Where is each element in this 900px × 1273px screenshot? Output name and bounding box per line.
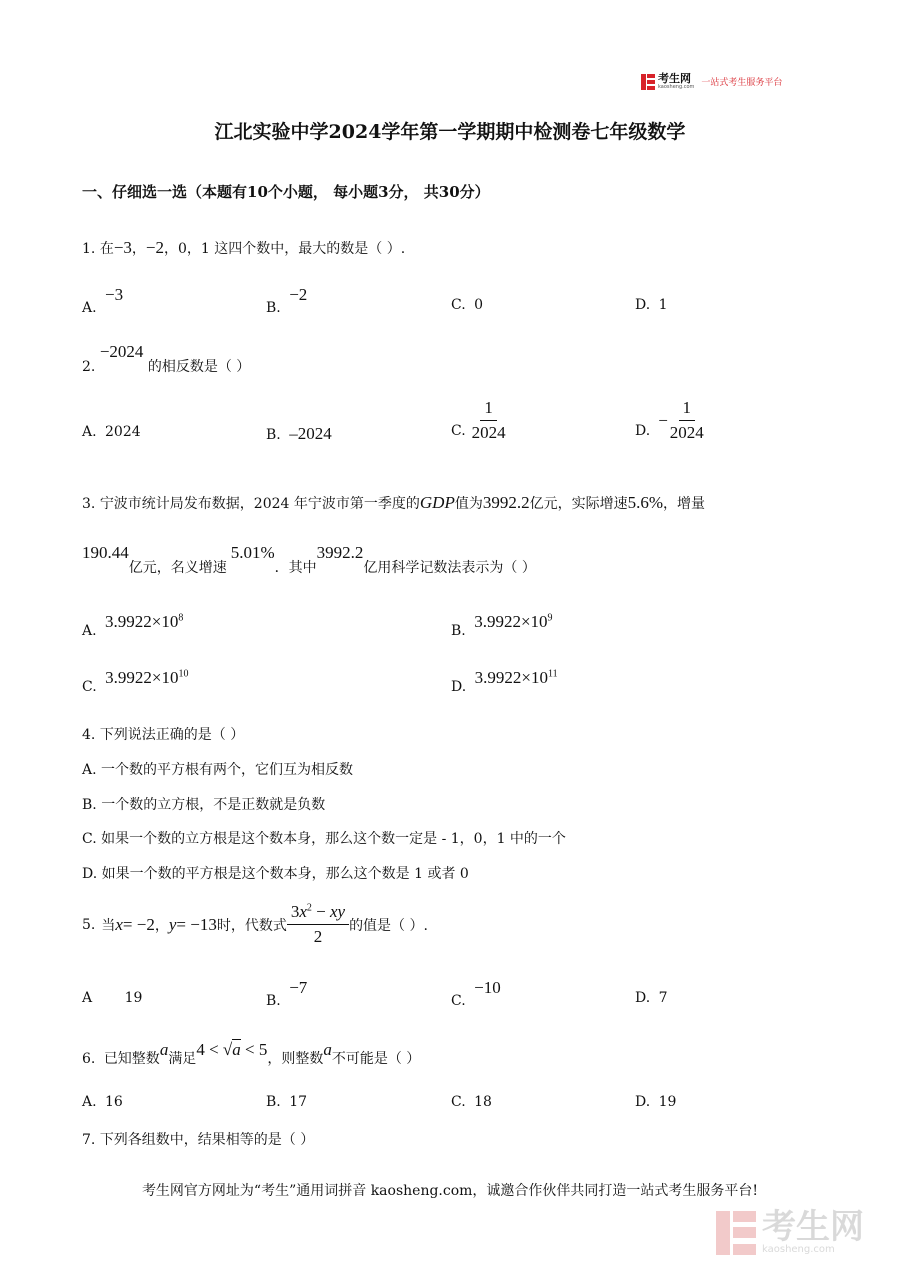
option-value: –2024 [289, 424, 332, 443]
option-label: B. [266, 1094, 281, 1110]
sci-exponent: 9 [547, 612, 553, 624]
q3-text-3: 亿元，实际增速 [529, 496, 628, 512]
q1-option-c [451, 297, 483, 313]
option-value: −7 [289, 978, 308, 997]
question-5 [82, 902, 428, 947]
option-value [105, 668, 188, 687]
q3-option-d [451, 668, 558, 695]
option-label: D. [635, 297, 651, 313]
q3-option-a [82, 612, 184, 639]
q1-math-1: −3 [113, 238, 132, 257]
q3-text-1: 宁波市统计局发布数据，2024 年宁波市第一季度的 [99, 496, 420, 512]
option-value: 1 [658, 297, 668, 313]
page-footer: 考生网官方网址为“考生”通用词拼音 kaosheng.com，诚邀合作伙伴共同打造一站式考生服务平台! [141, 1183, 759, 1199]
watermark [716, 1207, 864, 1255]
fraction-numerator: 1 [679, 398, 696, 421]
fraction-numerator [287, 902, 349, 925]
q6-option-c [451, 1094, 492, 1110]
option-label: C. [451, 993, 466, 1009]
num-minus: − [311, 902, 330, 921]
q5-text-1: 当 [101, 917, 116, 934]
q1-option-d [635, 297, 668, 313]
sci-base: 3.9922×10 [105, 612, 179, 631]
option-label: D. [635, 1094, 651, 1110]
option-label: C. [451, 422, 466, 439]
q3-gdp: GDP [419, 493, 455, 512]
option-value: −3 [105, 285, 124, 304]
q3-math-5: 3992.2 [316, 543, 364, 562]
logo-url: kaosheng.com [658, 84, 695, 90]
option-label: D. [451, 679, 467, 695]
option-label: C. [82, 679, 97, 695]
q1-option-b [266, 285, 308, 317]
option-value: 0 [474, 297, 484, 313]
q6-text-4: 不可能是（ ） [331, 1051, 421, 1067]
option-label: A. [82, 762, 97, 778]
q5-var-y: y [168, 914, 177, 934]
q5-text-2: 时，代数式 [216, 917, 287, 934]
fraction-denominator: 2024 [669, 423, 704, 442]
option-label: A [82, 990, 93, 1006]
question-3-line-2 [82, 543, 536, 576]
question-7 [82, 1129, 314, 1149]
option-label: B. [266, 427, 281, 443]
option-value: 7 [658, 990, 668, 1006]
option-value: 18 [474, 1094, 492, 1110]
watermark-logo-icon [716, 1211, 756, 1255]
q6-var-a-2: a [323, 1040, 332, 1059]
q3-math-3: 190.44 [82, 543, 129, 562]
watermark-url: kaosheng.com [762, 1244, 835, 1255]
q2-option-d [635, 398, 704, 443]
q6-option-a [82, 1094, 123, 1110]
q1-option-a [82, 285, 124, 317]
sci-base: 3.9922×10 [474, 612, 548, 631]
q2-option-c [451, 398, 506, 443]
sci-exponent: 10 [178, 668, 189, 680]
q6-var-a: a [159, 1040, 169, 1059]
q7-text: 下列各组数中，结果相等的是（ ） [99, 1132, 315, 1148]
q5-option-a [82, 990, 142, 1006]
option-label: A. [82, 1094, 97, 1110]
option-value: −2 [289, 285, 308, 304]
q4-text: 下列说法正确的是（ ） [99, 727, 245, 743]
option-label: D. [635, 422, 651, 439]
sci-base: 3.9922×10 [105, 668, 179, 687]
radical-icon: √ [222, 1040, 233, 1059]
option-label: B. [266, 993, 281, 1009]
q5-fraction [287, 902, 349, 947]
section-heading: 一、仔细选一选（本题有10个小题， 每小题3分， 共30分） [82, 183, 490, 201]
question-6 [82, 1040, 421, 1067]
q3-math-4: 5.01% [230, 543, 275, 562]
q5-option-c [451, 978, 501, 1010]
q4-option-d [82, 863, 469, 883]
option-value [105, 612, 183, 631]
question-2 [82, 342, 251, 375]
num-exponent: 2 [306, 902, 312, 914]
q5-option-d [635, 990, 668, 1006]
sci-exponent: 11 [547, 668, 558, 680]
fraction-denominator: 2 [313, 927, 323, 946]
question-1 [82, 238, 405, 258]
sci-base: 3.9922×10 [474, 668, 548, 687]
q3-math-1: 3992.2 [482, 493, 530, 512]
logo-slogan: 一站式考生服务平台 [701, 78, 783, 88]
option-value: 如果一个数的立方根是这个数本身，那么这个数一定是 - 1，0，1 中的一个 [101, 831, 566, 847]
option-value: −10 [474, 978, 501, 997]
q3-option-c [82, 668, 189, 695]
logo-name: 考生网 [658, 72, 691, 85]
q5-comma: ， [154, 917, 169, 934]
q3-text-2: 值为 [454, 496, 483, 512]
option-label: A. [82, 424, 97, 440]
q4-option-c [82, 828, 566, 848]
q2-option-b [266, 424, 332, 444]
q6-option-b [266, 1094, 307, 1110]
minus-sign: − [658, 410, 668, 430]
num-var-xy: xy [329, 902, 346, 921]
option-label: B. [82, 797, 97, 813]
option-value: 19 [658, 1094, 677, 1110]
fraction-numerator: 1 [480, 398, 497, 421]
q3-text-4: ，增量 [663, 496, 706, 512]
page-title: 江北实验中学2024学年第一学期期中检测卷七年级数学 [214, 121, 686, 143]
q6-text-2: 满足 [168, 1051, 197, 1067]
question-3-line-1 [82, 493, 705, 513]
option-label: D. [82, 866, 98, 882]
q3-number: 3. [82, 496, 96, 512]
q3-text-7: 亿用科学记数法表示为（ ） [363, 560, 536, 576]
q1-comma: ， [131, 241, 146, 257]
q3-option-b [451, 612, 553, 639]
option-label: B. [266, 300, 281, 316]
option-label: B. [451, 623, 466, 639]
q2-number: 2. [82, 359, 96, 375]
q5-number: 5. [82, 916, 96, 933]
q5-eq-1: = −2 [122, 914, 155, 934]
option-value: 一个数的立方根，不是正数就是负数 [101, 797, 326, 813]
q6-option-d [635, 1094, 676, 1110]
header-logo [641, 73, 782, 90]
option-value: 一个数的平方根有两个，它们互为相反数 [101, 762, 354, 778]
q3-math-2: 5.6% [627, 493, 664, 512]
q3-text-6: ．其中 [274, 560, 317, 576]
q6-text-3: ，则整数 [267, 1051, 324, 1067]
q4-option-a [82, 759, 353, 779]
q3-text-5: 亿元，名义增速 [128, 560, 227, 576]
option-label: D. [635, 990, 651, 1006]
q5-var-x: x [115, 914, 123, 934]
q6-ineq-left: 4 < [196, 1040, 223, 1059]
q1-text-2: ，0，1 这四个数中，最大的数是（ ）. [164, 241, 406, 257]
option-value: 19 [124, 990, 143, 1006]
sci-exponent: 8 [178, 612, 184, 624]
fraction-denominator: 2024 [471, 423, 506, 442]
option-value: 如果一个数的平方根是这个数本身，那么这个数是 1 或者 0 [101, 866, 469, 882]
num-var-x: x [299, 902, 307, 921]
option-value: 16 [105, 1094, 123, 1110]
q5-option-b [266, 978, 308, 1010]
question-4 [82, 724, 244, 744]
option-value: 2024 [105, 424, 141, 440]
kaosheng-logo-icon [641, 74, 655, 90]
option-value: 17 [289, 1094, 308, 1110]
watermark-name: 考生网 [762, 1207, 864, 1247]
q6-number: 6. [82, 1051, 96, 1067]
q4-option-b [82, 794, 325, 814]
q6-radicand: a [232, 1040, 241, 1059]
q2-math: −2024 [99, 342, 144, 361]
q5-text-3: 的值是（ ）. [349, 917, 428, 934]
q2-text: 的相反数是（ ） [147, 359, 251, 375]
q1-math-2: −2 [145, 238, 164, 257]
option-label: C. [451, 1094, 466, 1110]
option-label: C. [451, 297, 466, 313]
num-coef: 3 [290, 902, 300, 921]
option-value [475, 668, 558, 687]
fraction [670, 398, 704, 443]
q7-number: 7. [82, 1132, 96, 1148]
q5-eq-2: = −13 [176, 914, 217, 934]
q2-option-a [82, 424, 141, 440]
q6-text-1: 已知整数 [103, 1051, 160, 1067]
option-label: A. [82, 300, 97, 316]
fraction [472, 398, 506, 443]
option-label: A. [82, 623, 97, 639]
q1-text-1: 在 [99, 241, 114, 257]
q4-number: 4. [82, 727, 96, 743]
q6-ineq-right: < 5 [240, 1040, 268, 1059]
option-label: C. [82, 831, 97, 847]
option-value [474, 612, 552, 631]
q1-number: 1. [82, 241, 96, 257]
